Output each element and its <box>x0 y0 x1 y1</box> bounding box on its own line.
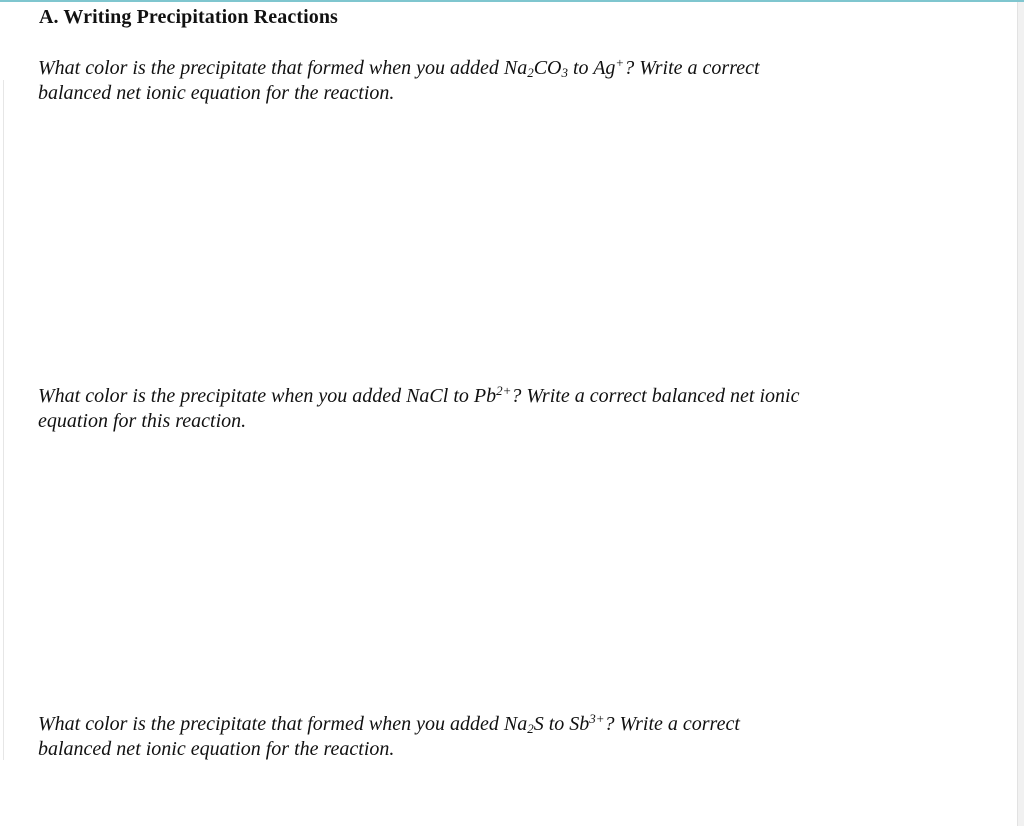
question-2-text-a: What color is the precipitate when you added NaCl to Pb <box>38 385 497 407</box>
question-1-sup: + <box>615 55 625 70</box>
left-margin-line <box>0 80 4 760</box>
question-1-text-c: to Ag <box>568 57 616 79</box>
question-3-sup: 3+ <box>589 711 605 726</box>
question-2-text-d: ? Write a correct balanced net ionic <box>511 385 800 407</box>
question-1-text-a: What color is the precipitate that formed when you added Na <box>38 57 528 79</box>
question-1-text-b: CO <box>533 57 562 79</box>
question-1 <box>38 56 898 106</box>
question-1-sub-1: 2 <box>527 65 534 80</box>
question-3-sub-1: 2 <box>527 721 534 736</box>
top-border <box>0 0 1024 2</box>
question-1-text-d: ? Write a correct <box>624 57 760 79</box>
question-2-sup: 2+ <box>496 383 512 398</box>
question-3 <box>38 712 898 762</box>
section-heading: A. Writing Precipitation Reactions <box>39 6 338 28</box>
question-1-sub-2: 3 <box>561 65 568 80</box>
scrollbar-track[interactable] <box>1017 2 1024 826</box>
question-1-line-2: balanced net ionic equation for the reaction. <box>38 82 395 104</box>
question-3-text-a: What color is the precipitate that formed when you added Na <box>38 713 528 735</box>
question-3-line-2: balanced net ionic equation for the reaction. <box>38 738 395 760</box>
question-3-text-d: ? Write a correct <box>604 713 740 735</box>
question-3-text-b: S to Sb <box>533 713 590 735</box>
question-2 <box>38 384 898 434</box>
question-2-line-2: equation for this reaction. <box>38 410 247 432</box>
